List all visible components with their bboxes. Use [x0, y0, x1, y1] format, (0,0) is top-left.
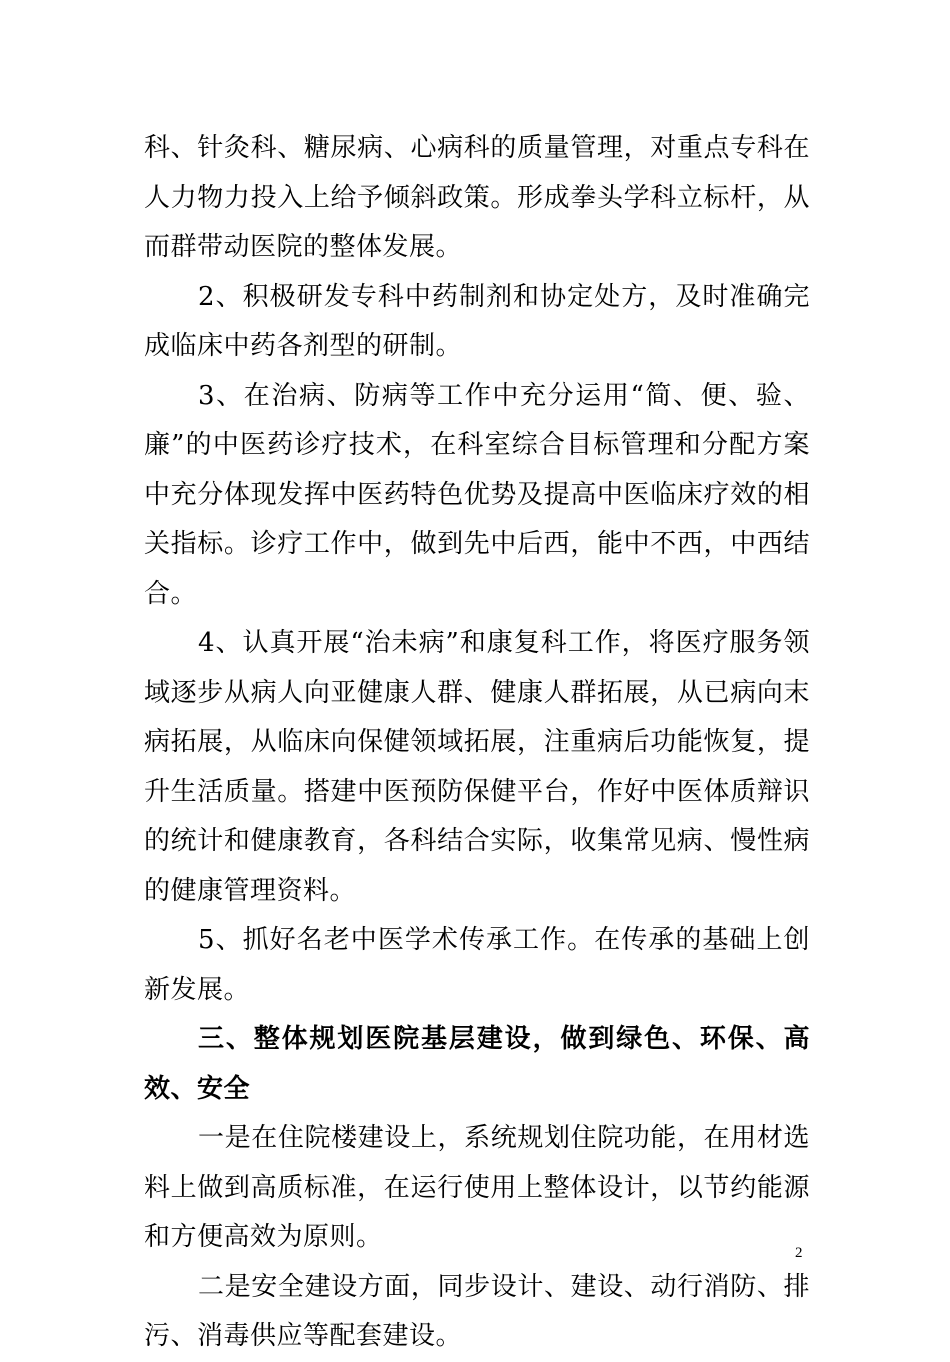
- document-body: [144, 124, 810, 1362]
- paragraph-7: 二是安全建设方面，同步设计、建设、动行消防、排污、消毒供应等配套建设。: [144, 1271, 810, 1351]
- page-number: 2: [795, 1245, 803, 1261]
- paragraph-2: 2、积极研发专科中药制剂和协定处方，及时准确完成临床中药各剂型的研制。: [144, 281, 810, 361]
- section-heading: 三、整体规划医院基层建设，做到绿色、环保、高效、安全: [144, 1024, 810, 1104]
- paragraph-3: 3、在治病、防病等工作中充分运用“简、便、验、廉”的中医药诊疗技术，在科室综合目标管理和分配方案中充分体现发挥中医药特色优势及提高中医临床疗效的相关指标。诊疗工作中，做到先中后西，能中不西，中西结合。: [144, 380, 810, 609]
- paragraph-5: 5、抓好名老中医学术传承工作。在传承的基础上创新发展。: [144, 925, 810, 1005]
- paragraph-6: 一是在住院楼建设上，系统规划住院功能，在用材选料上做到高质标准，在运行使用上整体设计，以节约能源和方便高效为原则。: [144, 1123, 810, 1252]
- paragraph-1: 科、针灸科、糖尿病、心病科的质量管理，对重点专科在人力物力投入上给予倾斜政策。形成拳头学科立标杆，从而群带动医院的整体发展。: [144, 133, 810, 262]
- paragraph-4: 4、认真开展“治未病”和康复科工作，将医疗服务领域逐步从病人向亚健康人群、健康人群拓展，从已病向末病拓展，从临床向保健领域拓展，注重病后功能恢复，提升生活质量。搭建中医预防保健平台，作好中医体质辩识的统计和健康教育，各科结合实际，收集常见病、慢性病的健康管理资料。: [144, 628, 810, 906]
